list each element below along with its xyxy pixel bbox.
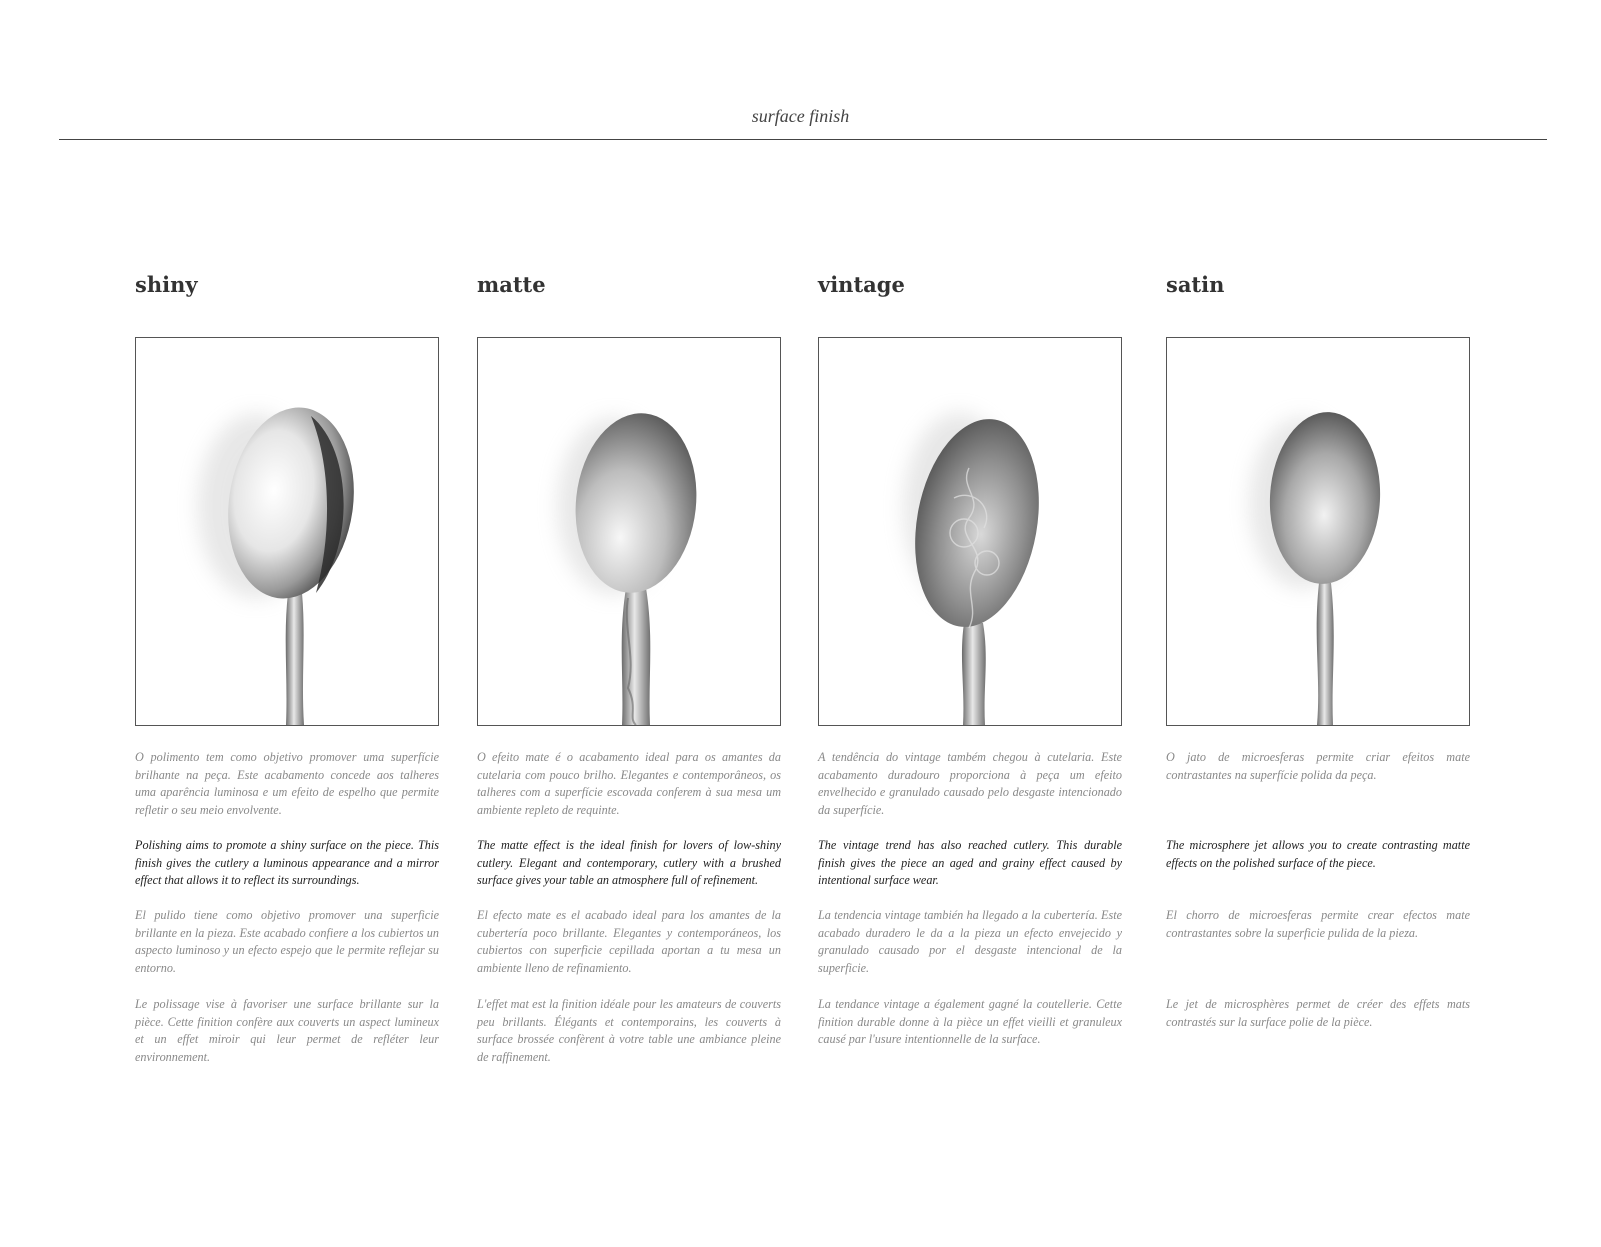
- description-en: The matte effect is the ideal finish for lovers of low-shiny cutlery. Elegant and contemporary, cutlery with a brushed surface gives your table an atmosphere full of refinement.: [477, 838, 781, 887]
- header-divider: [59, 139, 1547, 140]
- description-en: Polishing aims to promote a shiny surface on the piece. This finish gives the cutlery a luminous appearance and a mirror effect that allows it to reflect its surroundings.: [135, 838, 439, 887]
- spoon-photo-satin: [1166, 337, 1470, 726]
- vintage-spoon-icon: [819, 338, 1121, 725]
- description-es: El efecto mate es el acabado ideal para los amantes de la cubertería poco brillante. Elegantes y contemporáneos, los cubiertos con superficie cepillada aportan a tu mesa un ambiente lleno de refinamiento.: [477, 908, 781, 975]
- finish-column-matte: [477, 270, 781, 1064]
- spoon-photo-shiny: [135, 337, 439, 726]
- satin-spoon-icon: [1167, 338, 1469, 725]
- description-pt: A tendência do vintage também chegou à cutelaria. Este acabamento duradouro proporciona à peça um efeito envelhecido e granulado causado pelo desgaste intencionado da superfície.: [818, 750, 1122, 817]
- finish-column-shiny: [135, 270, 439, 1064]
- description-en: The vintage trend has also reached cutlery. This durable finish gives the piece an aged and grainy effect caused by intentional surface wear.: [818, 838, 1122, 887]
- description-pt: O polimento tem como objetivo promover uma superfície brilhante na peça. Este acabamento concede aos talheres uma aparência luminosa e um efeito de espelho que permite refletir o seu meio envolvente.: [135, 750, 439, 817]
- spoon-photo-matte: [477, 337, 781, 726]
- spoon-photo-vintage: [818, 337, 1122, 726]
- finish-title: vintage: [818, 272, 905, 297]
- description-es: La tendencia vintage también ha llegado a la cubertería. Este acabado duradero le da a la pieza un efecto envejecido y granulado causado por el desgaste intencional de la superficie.: [818, 908, 1122, 975]
- finish-title: shiny: [135, 272, 198, 297]
- description-fr: La tendance vintage a également gagné la coutellerie. Cette finition durable donne à la pièce un effet vieilli et granuleux causé par l'usure intentionnelle de la surface.: [818, 997, 1122, 1046]
- description-en: The microsphere jet allows you to create contrasting matte effects on the polished surface of the piece.: [1166, 838, 1470, 870]
- finish-column-satin: [1166, 270, 1470, 1029]
- shiny-spoon-icon: [136, 338, 438, 725]
- finish-column-vintage: [818, 270, 1122, 1046]
- matte-spoon-icon: [478, 338, 780, 725]
- description-pt: O efeito mate é o acabamento ideal para os amantes da cutelaria com pouco brilho. Elegantes e contemporâneos, os talheres com a superfície escovada conferem à sua mesa um ambiente repleto de requinte.: [477, 750, 781, 817]
- finish-title: satin: [1166, 272, 1225, 297]
- description-fr: Le jet de microsphères permet de créer des effets mats contrastés sur la surface polie de la pièce.: [1166, 997, 1470, 1029]
- finish-title: matte: [477, 272, 546, 297]
- description-fr: L'effet mat est la finition idéale pour les amateurs de couverts peu brillants. Élégants et contemporains, les couverts à surface brossée confèrent à votre table une ambiance pleine de raffinement.: [477, 997, 781, 1064]
- description-pt: O jato de microesferas permite criar efeitos mate contrastantes na superfície polida da peça.: [1166, 750, 1470, 782]
- description-fr: Le polissage vise à favoriser une surface brillante sur la pièce. Cette finition confère aux couverts un aspect lumineux et un effet miroir qui leur permet de refléter leur environnement.: [135, 997, 439, 1064]
- description-es: El chorro de microesferas permite crear efectos mate contrastantes sobre la superficie pulida de la pieza.: [1166, 908, 1470, 940]
- page-title: surface finish: [751, 106, 850, 126]
- description-es: El pulido tiene como objetivo promover una superficie brillante en la pieza. Este acabado confiere a los cubiertos un aspecto luminoso y un efecto espejo que le permite reflejar su entorno.: [135, 908, 439, 975]
